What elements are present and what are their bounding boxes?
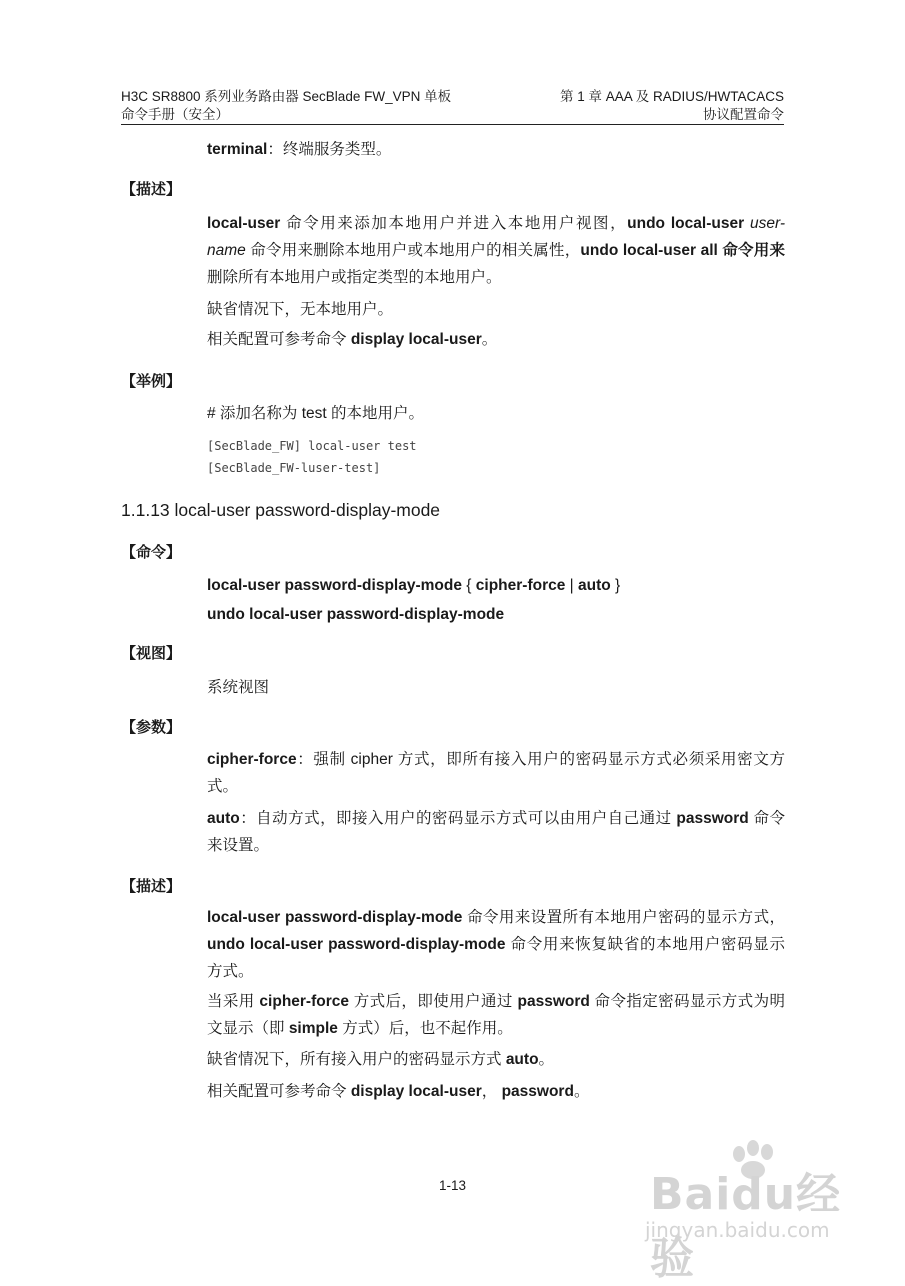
baidu-watermark (640, 1140, 870, 1284)
header-chapter: 第 1 章 AAA 及 RADIUS/HWTACACS (559, 89, 784, 104)
desc2-heading: 【描述】 (121, 878, 182, 895)
param-heading: 【参数】 (121, 719, 182, 736)
desc2-related: 相关配置可参考命令 display local-user， password。 (207, 1083, 590, 1100)
section-title: 1.1.13 local-user password-display-mode (121, 500, 441, 520)
header-right (560, 88, 784, 124)
header-chapter-sub: 协议配置命令 (703, 107, 784, 122)
param-auto: auto：自动方式，即接入用户的密码显示方式可以由用户自己通过 password 命令来设置。 (207, 810, 785, 854)
header-doc-subtitle: 命令手册（安全） (121, 107, 229, 122)
desc-default: 缺省情况下，无本地用户。 (207, 301, 394, 318)
code-line: [SecBlade_FW] local-user test (207, 439, 417, 453)
example-heading: 【举例】 (121, 373, 182, 390)
view-text: 系统视图 (207, 679, 270, 696)
param-cipher-force: cipher-force：强制 cipher 方式，即所有接入用户的密码显示方式必须采用密文方式。 (207, 751, 785, 795)
desc2-default: 缺省情况下，所有接入用户的密码显示方式 auto。 (207, 1051, 555, 1068)
view-heading: 【视图】 (121, 645, 182, 662)
example-comment: # 添加名称为 test 的本地用户。 (207, 405, 425, 422)
header-doc-title: H3C SR8800 系列业务路由器 SecBlade FW_VPN 单板 (121, 89, 452, 104)
top-param: terminal：终端服务类型。 (207, 141, 392, 158)
command-heading: 【命令】 (121, 544, 182, 561)
watermark-url: jingyan.baidu.com (645, 1218, 830, 1242)
desc2-cipher-note: 当采用 cipher-force 方式后，即使用户通过 password 命令指定密码显示方式为明文显示（即 simple 方式）后，也不起作用。 (207, 993, 785, 1037)
command-undo-syntax: undo local-user password-display-mode (207, 606, 505, 623)
watermark-brand: Baidu经验 (650, 1169, 842, 1284)
code-line: [SecBlade_FW-luser-test] (207, 461, 381, 475)
param-name: terminal (207, 141, 268, 158)
header-left (121, 88, 451, 124)
header-divider (121, 124, 784, 125)
desc-paragraph: local-user 命令用来添加本地用户并进入本地用户视图，undo local-user user-name 命令用来删除本地用户或本地用户的相关属性，undo local-user all 命令用来删除所有本地用户或指定类型的本地用户。 (207, 215, 786, 286)
desc-heading: 【描述】 (121, 181, 182, 198)
desc2-paragraph: local-user password-display-mode 命令用来设置所有本地用户密码的显示方式， undo local-user password-display-mode 命令用来恢复缺省的本地用户密码显示方式。 (207, 909, 785, 980)
code-block (207, 435, 417, 479)
desc-related: 相关配置可参考命令 display local-user。 (207, 331, 498, 348)
command-syntax: local-user password-display-mode { cipher-force | auto } (207, 577, 621, 594)
page-number: 1-13 (438, 1178, 467, 1193)
